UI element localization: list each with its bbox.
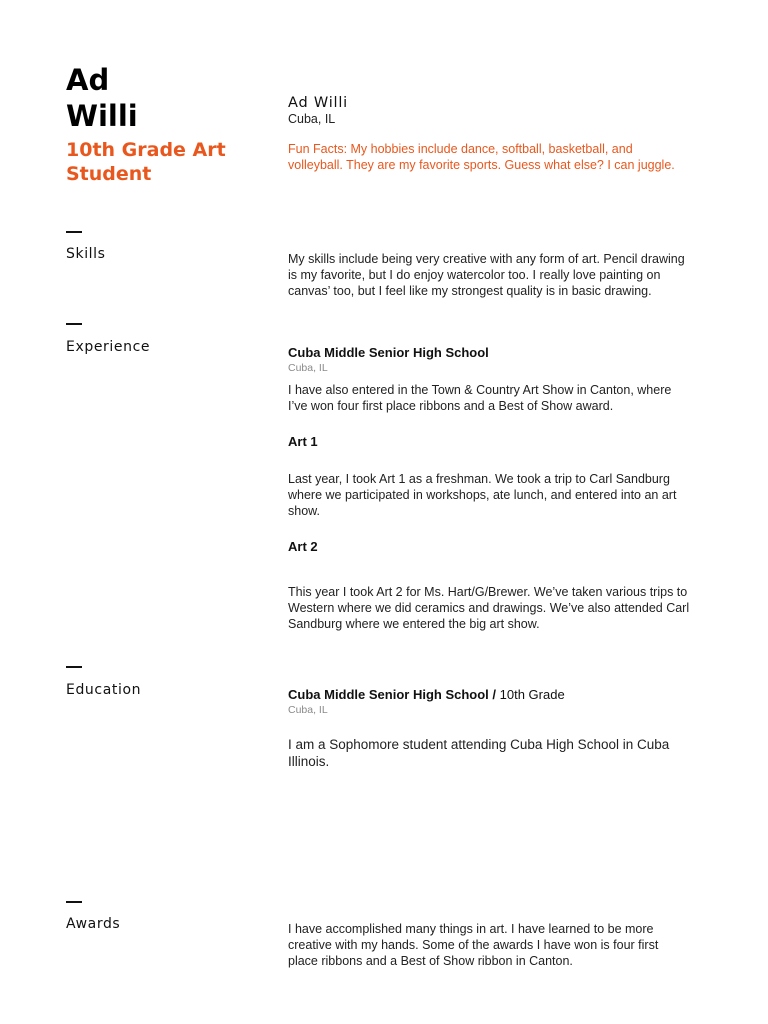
section-divider bbox=[66, 666, 82, 668]
section-heading-experience: Experience bbox=[66, 339, 151, 355]
contact-location: Cuba, IL bbox=[288, 112, 336, 126]
education-text: I am a Sophomore student attending Cuba High School in Cuba Illinois. bbox=[288, 737, 670, 769]
education-location: Cuba, IL bbox=[288, 704, 328, 716]
section-heading-skills: Skills bbox=[66, 246, 106, 262]
last-name: Willi bbox=[66, 99, 138, 133]
experience-block bbox=[288, 345, 690, 375]
section-divider bbox=[66, 231, 82, 233]
education-separator: / bbox=[488, 687, 500, 702]
education-grade: 10th Grade bbox=[499, 687, 565, 702]
section-divider bbox=[66, 901, 82, 903]
fun-facts: Fun Facts: My hobbies include dance, softball, basketball, and volleyball. They are my favorite sports. Guess what else? I can juggle. bbox=[288, 142, 675, 172]
art2-text: This year I took Art 2 for Ms. Hart/G/Brewer. We’ve taken various trips to Western where we did ceramics and drawings. We’ve also attended Carl Sandburg where we entered the big art show. bbox=[288, 585, 690, 631]
art2-title: Art 2 bbox=[288, 539, 318, 554]
first-name: Ad bbox=[66, 63, 110, 97]
education-school: Cuba Middle Senior High School bbox=[288, 687, 489, 702]
section-heading-education: Education bbox=[66, 682, 142, 698]
tagline: 10th Grade Art Student bbox=[66, 139, 226, 185]
education-block bbox=[288, 687, 690, 717]
contact-name: Ad Willi bbox=[288, 95, 349, 111]
section-heading-awards: Awards bbox=[66, 916, 121, 932]
awards-text: I have accomplished many things in art. I have learned to be more creative with my hands. Some of the awards I have won is four first place ribbons and a Best of Show ribbon in Canton. bbox=[288, 922, 659, 968]
experience-location: Cuba, IL bbox=[288, 362, 328, 374]
section-divider bbox=[66, 323, 82, 325]
contact-block bbox=[288, 95, 690, 173]
experience-school-text: I have also entered in the Town & Country Art Show in Canton, where I’ve won four first place ribbons and a Best of Show award. bbox=[288, 383, 672, 413]
skills-text: My skills include being very creative with any form of art. Pencil drawing is my favorite, but I do enjoy watercolor too. I really love painting on canvas’ too, but I feel like my strongest quality is in basic drawing. bbox=[288, 252, 685, 298]
art1-text: Last year, I took Art 1 as a freshman. We took a trip to Carl Sandburg where we participated in workshops, ate lunch, and entered into an art show. bbox=[288, 472, 677, 518]
name-heading bbox=[66, 62, 266, 134]
experience-school: Cuba Middle Senior High School bbox=[288, 345, 489, 360]
art1-title: Art 1 bbox=[288, 434, 318, 449]
